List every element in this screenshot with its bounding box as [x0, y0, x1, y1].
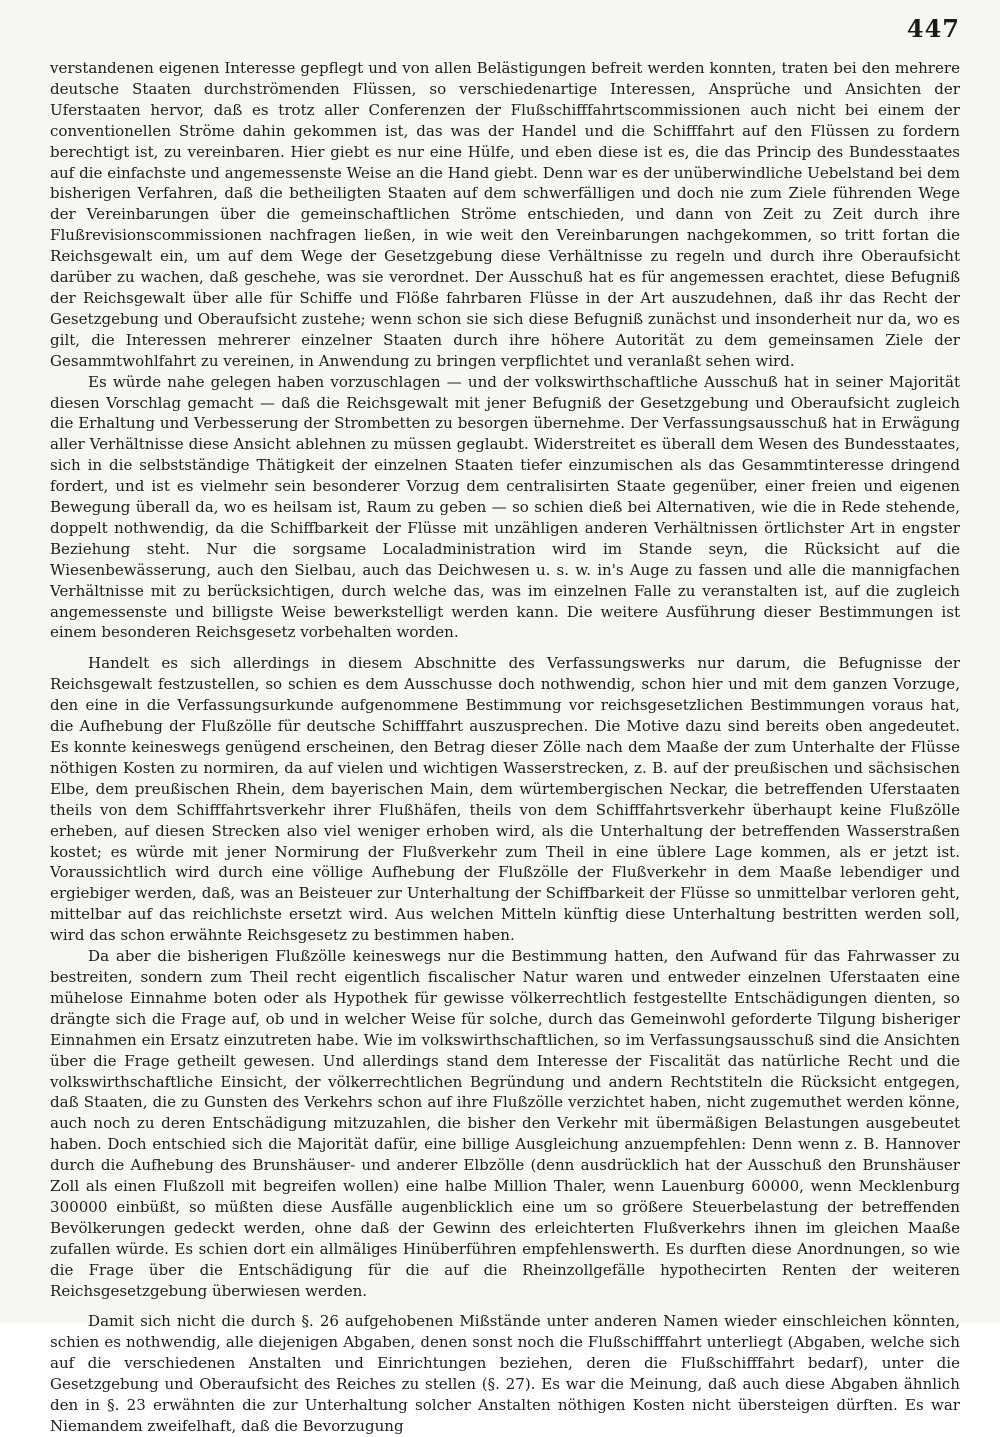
paragraph-1: verstandenen eigenen Interesse gepflegt und von allen Belästigungen befreit werden konnten, traten bei den mehrere deutsche Staaten durchströmenden Flüssen, so verschiedenartige Interessen, Ansprüche und Ansichten der Uferstaaten hervor, daß es trotz aller Conferenzen der Flußschifffahrtscommissionen auch nicht bei einem der conventionellen Ströme dahin gekommen ist, das was der Handel und die Schifffahrt auf den Flüssen zu fordern berechtigt ist, zu vereinbaren. Hier giebt es nur eine Hülfe, und eben diese ist es, die das Princip des Bundesstaates auf die einfachste und angemessenste Weise an die Hand giebt. Denn war es der unüberwindliche Uebelstand bei dem bisherigen Verfahren, daß die betheiligten Staaten auf dem schwerfälligen und doch nie zum Ziele führenden Wege der Vereinbarungen über die gemeinschaftlichen Ströme entschieden, und dann von Zeit zu Zeit durch ihre Flußrevisionscommissionen nachfragen ließen, in wie weit den Vereinbarungen nachgekommen, so tritt fortan die Reichsgewalt ein, um auf dem Wege der Gesetzgebung diese Verhältnisse zu regeln und durch ihre Oberaufsicht darüber zu wachen, daß geschehe, was sie verordnet. Der Ausschuß hat es für angemessen erachtet, diese Befugniß der Reichsgewalt über alle für Schiffe und Flöße fahrbaren Flüsse in der Art auszudehnen, daß ihr das Recht der Gesetzgebung und Oberaufsicht zustehe; wenn schon sie sich diese Befugniß zunächst und insonderheit nur da, wo es gilt, die Interessen mehrerer einzelner Staaten durch ihre höhere Autorität zu dem gemeinsamen Ziele der Gesammtwohlfahrt zu vereinen, in Anwendung zu bringen verpflichtet und veranlaßt sehen wird. [50, 59, 960, 370]
paragraph-3: Handelt es sich allerdings in diesem Abschnitte des Verfassungswerks nur darum, die Befugnisse der Reichsgewalt festzustellen, so schien es dem Ausschusse doch nothwendig, schon hier und mit dem ganzen Vorzuge, den eine in die Verfassungsurkunde aufgenommene Bestimmung vor reichsgesetzlichen Bestimmungen voraus hat, die Aufhebung der Flußzölle für deutsche Schifffahrt auszusprechen. Die Motive dazu sind bereits oben angedeutet. Es konnte keineswegs genügend erscheinen, den Betrag dieser Zölle nach dem Maaße der zum Unterhalte der Flüsse nöthigen Kosten zu normiren, da auf vielen und wichtigen Wasserstrecken, z. B. auf der preußischen und sächsischen Elbe, dem preußischen Rhein, dem bayerischen Main, dem würtembergischen Neckar, die betreffenden Uferstaaten theils von dem Schifffahrtsverkehr ihrer Flußhäfen, theils von dem Schifffahrtsverkehr überhaupt keine Flußzölle erheben, auf diesen Strecken also viel weniger erhoben wird, als die Unterhaltung der betreffenden Wasserstraßen kostet; es würde mit jener Normirung der Flußverkehr zum Theil in eine üblere Lage kommen, als er jetzt ist. Voraussichtlich wird durch eine völlige Aufhebung der Flußzölle der Flußverkehr in dem Maaße lebendiger und ergiebiger werden, daß, was an Beisteuer zur Unterhaltung der Schiffbarkeit der Flüsse so unmittelbar verloren geht, mittelbar auf das reichlichste ersetzt wird. Aus welchen Mitteln künftig diese Unterhaltung bestritten werden soll, wird das schon erwähnte Reichsgesetz zu bestimmen haben. [50, 654, 960, 945]
paragraph-5: Damit sich nicht die durch §. 26 aufgehobenen Mißstände unter anderen Namen wieder einschleichen könnten, schien es nothwendig, alle diejenigen Abgaben, denen sonst noch die Flußschifffahrt unterliegt (Abgaben, welche sich auf die verschiedenen Anstalten und Einrichtungen beziehen, deren die Flußschifffahrt bedarf), unter die Gesetzgebung und Oberaufsicht des Reiches zu stellen (§. 27). Es war die Meinung, daß auch diese Abgaben ähnlich den in §. 23 erwähnten die zur Unterhaltung solcher Anstalten nöthigen Kosten nicht übersteigen dürften. Es war Niemandem zweifelhaft, daß die Bevorzugung [50, 1312, 960, 1435]
paragraph-2: Es würde nahe gelegen haben vorzuschlagen — und der volkswirthschaftliche Ausschuß hat in seiner Majorität diesen Vorschlag gemacht — daß die Reichsgewalt mit jener Befugniß der Gesetzgebung und Oberaufsicht zugleich die Erhaltung und Verbesserung der Strombetten zu besorgen übernehme. Der Verfassungsausschuß hat in Erwägung aller Verhältnisse diese Ansicht ablehnen zu müssen geglaubt. Widerstreitet es überall dem Wesen des Bundesstaates, sich in die selbstständige Thätigkeit der einzelnen Staaten tiefer einzumischen als das Gesammtinteresse dringend fordert, und ist es vielmehr sein besonderer Vorzug dem centralisirten Staate gegenüber, einer freien und eigenen Bewegung überall da, wo es heilsam ist, Raum zu geben — so schien dieß bei Alternativen, wie die in Rede stehende, doppelt nothwendig, da die Schiffbarkeit der Flüsse mit unzähligen anderen Verhältnissen örtlichster Art in engster Beziehung steht. Nur die sorgsame Localadministration wird im Stande seyn, die Rücksicht auf die Wiesenbewässerung, auch den Sielbau, auch das Deichwesen u. s. w. in's Auge zu fassen und alle die mannigfachen Verhältnisse mit zu berücksichtigen, durch welche das, was im einzelnen Falle zu veranstalten ist, auf die zugleich angemessenste und billigste Weise bewerkstelligt werden kann. Die weitere Ausführung dieser Bestimmungen ist einem besonderen Reichsgesetz vorbehalten worden. [50, 372, 960, 642]
text-body [50, 58, 960, 1437]
paragraph-4: Da aber die bisherigen Flußzölle keineswegs nur die Bestimmung hatten, den Aufwand für das Fahrwasser zu bestreiten, sondern zum Theil recht eigentlich fiscalischer Natur waren und entweder einzelnen Uferstaaten eine mühelose Einnahme boten oder als Hypothek für gewisse völkerrechtlich festgestellte Entschädigungen dienten, so drängte sich die Frage auf, ob und in welcher Weise für solche, durch das Gemeinwohl geforderte Tilgung bisheriger Einnahmen ein Ersatz einzutreten habe. Wie im volkswirthschaftlichen, so im Verfassungsausschuß sind die Ansichten über die Frage getheilt gewesen. Und allerdings stand dem Interesse der Fiscalität das natürliche Recht und die volkswirthschaftliche Einsicht, der völkerrechtlichen Begründung und andern Rechtstiteln die Rücksicht entgegen, daß Staaten, die zu Gunsten des Verkehrs schon auf ihre Flußzölle verzichtet haben, nicht zugemuthet werden könne, auch noch zu deren Entschädigung mitzuzahlen, die bisher den Verkehr mit übermäßigen Belastungen ausgebeutet haben. Doch entschied sich die Majorität dafür, eine billige Ausgleichung anzuempfehlen: Denn wenn z. B. Hannover durch die Aufhebung des Brunshäuser- und anderer Elbzölle (denn ausdrücklich hat der Ausschuß den Brunshäuser Zoll als einen Flußzoll mit begreifen wollen) eine halbe Million Thaler, wenn Lauenburg 60000, wenn Mecklenburg 300000 einbüßt, so müßten diese Ausfälle augenblicklich eine um so größere Steuerbelastung der betreffenden Bevölkerungen gedeckt werden, ohne daß der Gewinn des erleichterten Flußverkehrs ihnen im gleichen Maaße zufallen würde. Es schien dort ein allmäliges Hinüberführen empfehlenswerth. Es durften diese Anordnungen, so wie die Frage über die Entschädigung für die auf die Rheinzollgefälle hypothecirten Renten der weiteren Reichsgesetzgebung überwiesen werden. [50, 947, 960, 1300]
page-number: 447 [906, 14, 960, 43]
